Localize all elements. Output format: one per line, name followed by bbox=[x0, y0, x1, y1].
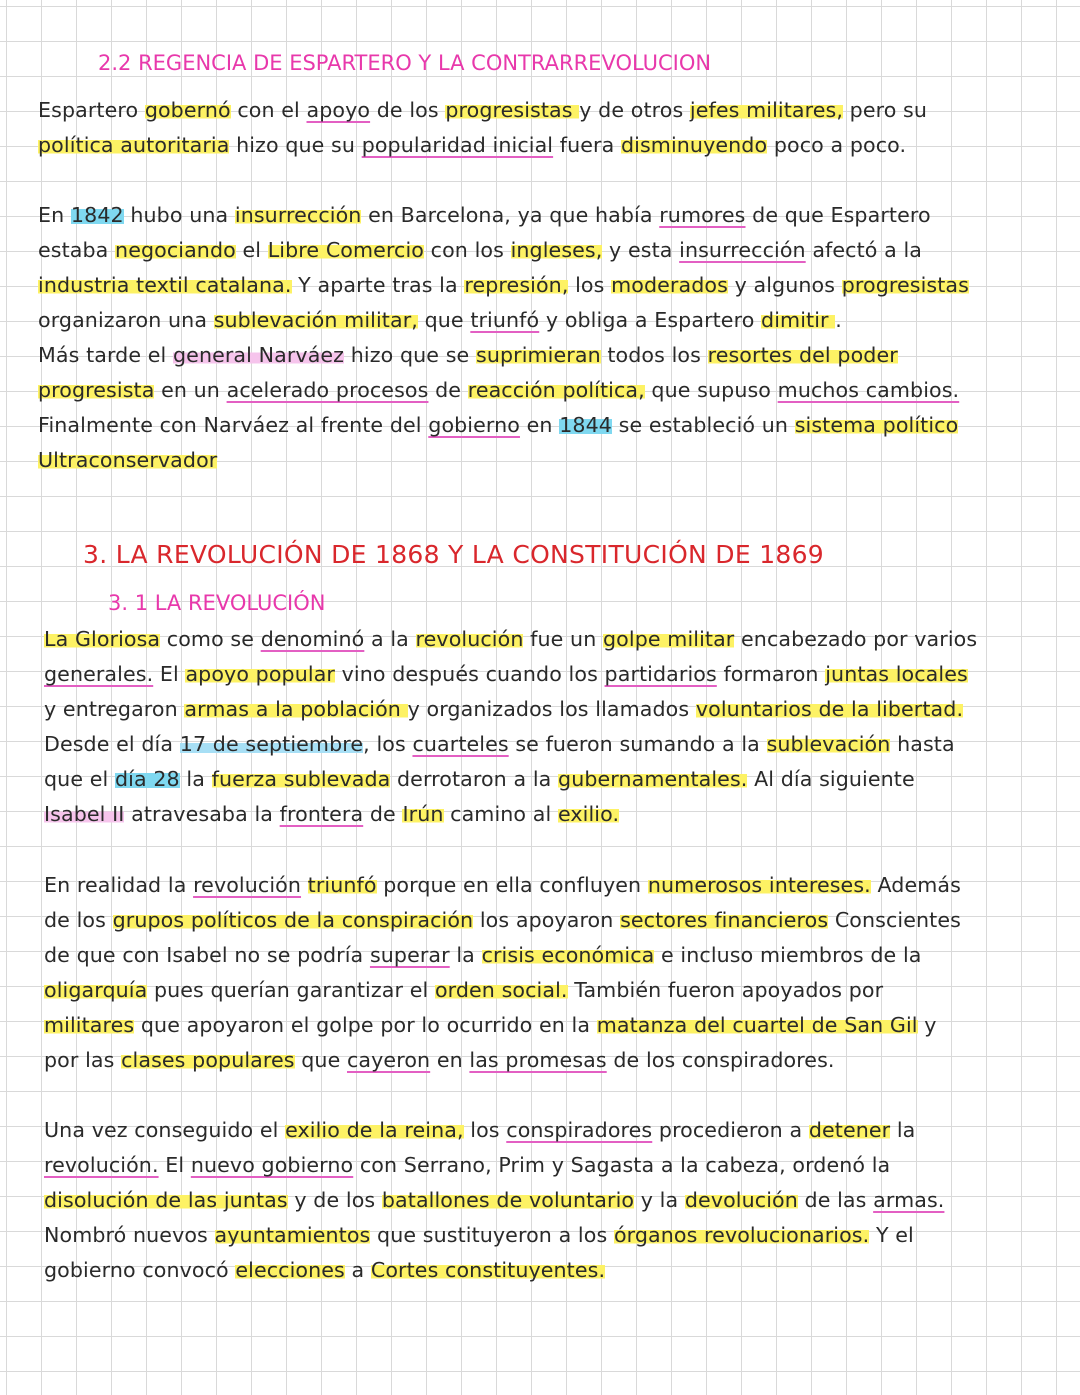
underline: las promesas bbox=[469, 1048, 607, 1072]
highlight: progresistas bbox=[841, 273, 969, 297]
text-line: gobierno convocó elecciones a Cortes constituyentes. bbox=[44, 1258, 606, 1282]
underline: armas. bbox=[873, 1188, 945, 1212]
text-line: En realidad la revolución triunfó porque en ella confluyen numerosos intereses. Además bbox=[44, 873, 961, 897]
text-line: revolución. El nuevo gobierno con Serrano, Prim y Sagasta a la cabeza, ordenó la bbox=[44, 1153, 891, 1177]
highlight: reacción política, bbox=[467, 378, 645, 402]
section-3-1-title: 3. 1 LA REVOLUCIÓN bbox=[108, 591, 326, 615]
underline: nuevo gobierno bbox=[190, 1153, 354, 1177]
underline: frontera bbox=[279, 802, 364, 826]
highlight: La Gloriosa bbox=[44, 627, 161, 651]
paragraph bbox=[44, 622, 1054, 832]
text-line: de que con Isabel no se podría superar la crisis económica e incluso miembros de la bbox=[44, 943, 922, 967]
text-line: militares que apoyaron el golpe por lo ocurrido en la matanza del cuartel de San Gil y bbox=[44, 1013, 937, 1037]
highlight: moderados bbox=[611, 273, 728, 297]
highlight: revolución bbox=[415, 627, 524, 651]
highlight: exilio. bbox=[557, 802, 620, 826]
highlight: represión, bbox=[464, 273, 569, 297]
text-line: de los grupos políticos de la conspiración los apoyaron sectores financieros Conscientes bbox=[44, 908, 961, 932]
paragraph bbox=[38, 93, 1048, 163]
highlight: sistema político bbox=[794, 413, 959, 437]
highlight: numerosos intereses. bbox=[647, 873, 871, 897]
text-line: La Gloriosa como se denominó a la revolución fue un golpe militar encabezado por varios bbox=[44, 627, 978, 651]
underline: triunfó bbox=[470, 308, 540, 332]
paragraph bbox=[44, 868, 1054, 1078]
underline: gobierno bbox=[428, 413, 520, 437]
highlight: disolución de las juntas bbox=[44, 1188, 288, 1212]
highlight: sublevación bbox=[766, 732, 891, 756]
highlight: ayuntamientos bbox=[214, 1223, 371, 1247]
text-line: por las clases populares que cayeron en las promesas de los conspiradores. bbox=[44, 1048, 835, 1072]
highlight: crisis económica bbox=[481, 943, 655, 967]
text-line: estaba negociando el Libre Comercio con los ingleses, y esta insurrección afectó a la bbox=[38, 238, 923, 262]
highlight: insurrección bbox=[234, 203, 362, 227]
highlight: gobernó bbox=[144, 98, 231, 122]
highlight: sectores financieros bbox=[620, 908, 829, 932]
section-2-2-title: 2.2 REGENCIA DE ESPARTERO Y LA CONTRARREVOLUCION bbox=[98, 51, 712, 75]
underline: acelerado procesos bbox=[226, 378, 429, 402]
highlight: armas a la población bbox=[184, 697, 408, 721]
underline: revolución. bbox=[44, 1153, 159, 1177]
highlight: batallones de voluntario bbox=[381, 1188, 635, 1212]
highlight: clases populares bbox=[121, 1048, 295, 1072]
section-3-title: 3. LA REVOLUCIÓN DE 1868 Y LA CONSTITUCIÓN DE 1869 bbox=[83, 540, 825, 569]
text-line: industria textil catalana. Y aparte tras la represión, los moderados y algunos progresistas bbox=[38, 273, 969, 297]
text-line bbox=[38, 443, 1048, 478]
highlight: oligarquía bbox=[44, 978, 148, 1002]
text-line: que el día 28 la fuerza sublevada derrotaron a la gubernamentales. Al día siguiente bbox=[44, 767, 915, 791]
highlight: 1844 bbox=[559, 413, 612, 437]
highlight: sublevación militar, bbox=[213, 308, 418, 332]
text-line: Más tarde el general Narváez hizo que se suprimieran todos los resortes del poder bbox=[38, 343, 898, 367]
highlight: voluntarios de la libertad. bbox=[695, 697, 964, 721]
highlight: exilio de la reina, bbox=[285, 1118, 464, 1142]
highlight: Ultraconservador bbox=[38, 448, 218, 472]
text-line: y entregaron armas a la población y organizados los llamados voluntarios de la libertad. bbox=[44, 697, 964, 721]
underline: denominó bbox=[260, 627, 365, 651]
text-line: Desde el día 17 de septiembre, los cuarteles se fueron sumando a la sublevación hasta bbox=[44, 732, 955, 756]
highlight: juntas locales bbox=[825, 662, 968, 686]
highlight: general Narváez bbox=[173, 343, 345, 367]
highlight: matanza del cuartel de San Gil bbox=[596, 1013, 918, 1037]
text-line: Una vez conseguido el exilio de la reina, los conspiradores procedieron a detener la bbox=[44, 1118, 916, 1142]
highlight: devolución bbox=[684, 1188, 798, 1212]
text-line: progresista en un acelerado procesos de reacción política, que supuso muchos cambios. bbox=[38, 378, 960, 402]
underline: generales. bbox=[44, 662, 154, 686]
highlight: Cortes constituyentes. bbox=[370, 1258, 606, 1282]
underline: revolución bbox=[193, 873, 302, 897]
underline: popularidad inicial bbox=[361, 133, 554, 157]
highlight: Irún bbox=[402, 802, 444, 826]
underline: rumores bbox=[659, 203, 746, 227]
underline: cayeron bbox=[347, 1048, 431, 1072]
highlight: resortes del poder bbox=[707, 343, 898, 367]
highlight: Libre Comercio bbox=[267, 238, 424, 262]
text-line: Nombró nuevos ayuntamientos que sustituyeron a los órganos revolucionarios. Y el bbox=[44, 1223, 914, 1247]
text-line: organizaron una sublevación militar, que triunfó y obliga a Espartero dimitir . bbox=[38, 308, 842, 332]
highlight: gubernamentales. bbox=[558, 767, 748, 791]
text-line: generales. El apoyo popular vino después cuando los partidarios formaron juntas locales bbox=[44, 662, 968, 686]
underline: conspiradores bbox=[506, 1118, 653, 1142]
highlight: orden social. bbox=[434, 978, 568, 1002]
text-line: política autoritaria hizo que su popularidad inicial fuera disminuyendo poco a poco. bbox=[38, 133, 907, 157]
paragraph bbox=[38, 198, 1048, 478]
highlight: militares bbox=[44, 1013, 135, 1037]
highlight: disminuyendo bbox=[620, 133, 768, 157]
text-line: Finalmente con Narváez al frente del gobierno en 1844 se estableció un sistema político bbox=[38, 413, 959, 437]
highlight: negociando bbox=[115, 238, 236, 262]
highlight: ingleses, bbox=[510, 238, 603, 262]
highlight: política autoritaria bbox=[38, 133, 230, 157]
text-line: En 1842 hubo una insurrección en Barcelona, ya que había rumores de que Espartero bbox=[38, 203, 931, 227]
text-line: oligarquía pues querían garantizar el orden social. También fueron apoyados por bbox=[44, 978, 884, 1002]
underline: muchos cambios. bbox=[777, 378, 960, 402]
highlight: fuerza sublevada bbox=[211, 767, 391, 791]
highlight: jefes militares, bbox=[689, 98, 843, 122]
highlight: golpe militar bbox=[603, 627, 735, 651]
highlight: industria textil catalana. bbox=[38, 273, 292, 297]
underline: cuarteles bbox=[412, 732, 509, 756]
highlight: progresista bbox=[38, 378, 155, 402]
highlight: progresistas bbox=[445, 98, 580, 122]
underline: superar bbox=[369, 943, 450, 967]
highlight: suprimieran bbox=[475, 343, 601, 367]
underline: insurrección bbox=[679, 238, 806, 262]
highlight: 1842 bbox=[70, 203, 124, 227]
highlight: apoyo popular bbox=[185, 662, 335, 686]
highlight: elecciones bbox=[235, 1258, 345, 1282]
text-line: Isabel II atravesaba la frontera de Irún camino al exilio. bbox=[44, 802, 620, 826]
underline: partidarios bbox=[604, 662, 717, 686]
highlight: triunfó bbox=[307, 873, 377, 897]
highlight: día 28 bbox=[114, 767, 180, 791]
text-line: Espartero gobernó con el apoyo de los progresistas y de otros jefes militares, pero su bbox=[38, 98, 928, 122]
highlight: órganos revolucionarios. bbox=[613, 1223, 870, 1247]
highlight: grupos políticos de la conspiración bbox=[112, 908, 474, 932]
paragraph bbox=[44, 1113, 1054, 1288]
highlight: dimitir bbox=[761, 308, 836, 332]
highlight: Isabel II bbox=[44, 802, 125, 826]
underline: apoyo bbox=[306, 98, 371, 122]
text-line: disolución de las juntas y de los batallones de voluntario y la devolución de las armas. bbox=[44, 1188, 945, 1212]
highlight: 17 de septiembre bbox=[179, 732, 364, 756]
highlight: detener bbox=[808, 1118, 891, 1142]
